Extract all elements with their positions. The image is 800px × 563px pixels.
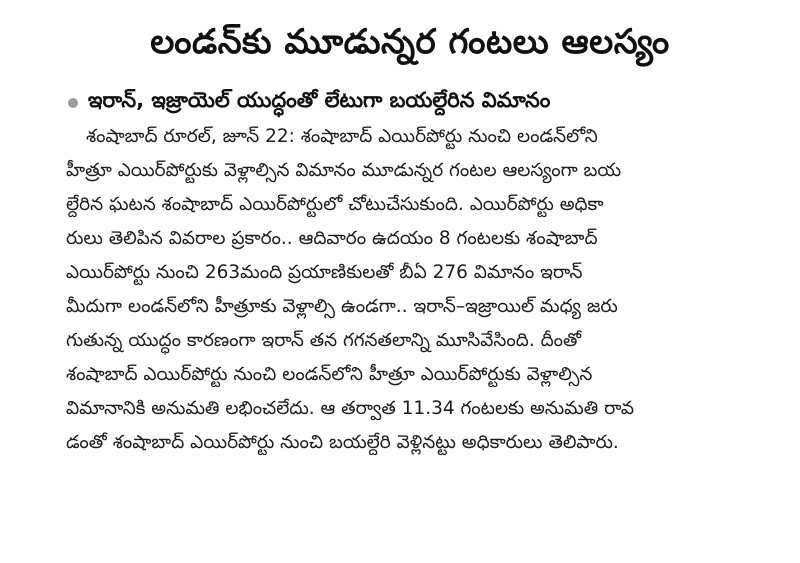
subheadline-row <box>68 88 768 118</box>
body-line: మీదుగా లండన్‌లోని హీత్రూకు వెళ్లాల్సి ఉండగా.. ఇరాన్–ఇజ్రాయిల్ మధ్య జరు <box>66 296 618 317</box>
body-line: ఎయిర్‌పోర్టు నుంచి 263మంది ప్రయాణికులతో బీఏ 276 విమానం ఇరాన్ <box>66 262 583 283</box>
article-body <box>66 120 778 460</box>
subheadline: ఇరాన్, ఇజ్రాయెల్ యుద్ధంతో లేటుగా బయల్దేరిన విమానం <box>88 88 551 112</box>
body-line: విమానానికి అనుమతి లభించలేదు. ఆ తర్వాత 11.34 గంటలకు అనుమతి రావ <box>66 398 635 419</box>
clipped-previous-line <box>70 0 490 4</box>
body-line: హీత్రూ ఎయిర్‌పోర్టుకు వెళ్లాల్సిన విమానం మూడున్నర గంటల ఆలస్యంగా బయ <box>66 160 622 181</box>
headline: లండన్‌కు మూడున్నర గంటలు ఆలస్యం <box>150 22 670 62</box>
body-line: శంషాబాద్ రూరల్, జూన్ 22: శంషాబాద్ ఎయిర్‌పోర్టు నుంచి లండన్‌లోని <box>86 126 598 147</box>
body-line: శంషాబాద్ ఎయిర్‌పోర్టు నుంచి లండన్‌లోని హీత్రూ ఎయిర్‌పోర్టుకు వెళ్లాల్సిన <box>66 364 593 385</box>
body-line: డంతో శంషాబాద్ ఎయిర్‌పోర్టు నుంచి బయల్దేరి వెళ్లినట్టు అధికారులు తెలిపారు. <box>66 432 619 453</box>
body-line: గుతున్న యుద్ధం కారణంగా ఇరాన్ తన గగనతలాన్ని మూసివేసింది. దీంతో <box>66 330 582 351</box>
body-line: రులు తెలిపిన వివరాల ప్రకారం.. ఆదివారం ఉదయం 8 గంటలకు శంషాబాద్ <box>66 228 598 249</box>
bullet-icon <box>68 98 78 108</box>
body-line: ల్దేరిన ఘటన శంషాబాద్ ఎయిర్‌పోర్టులో చోటుచేసుకుంది. ఎయిర్‌పోర్టు అధికా <box>66 194 604 215</box>
